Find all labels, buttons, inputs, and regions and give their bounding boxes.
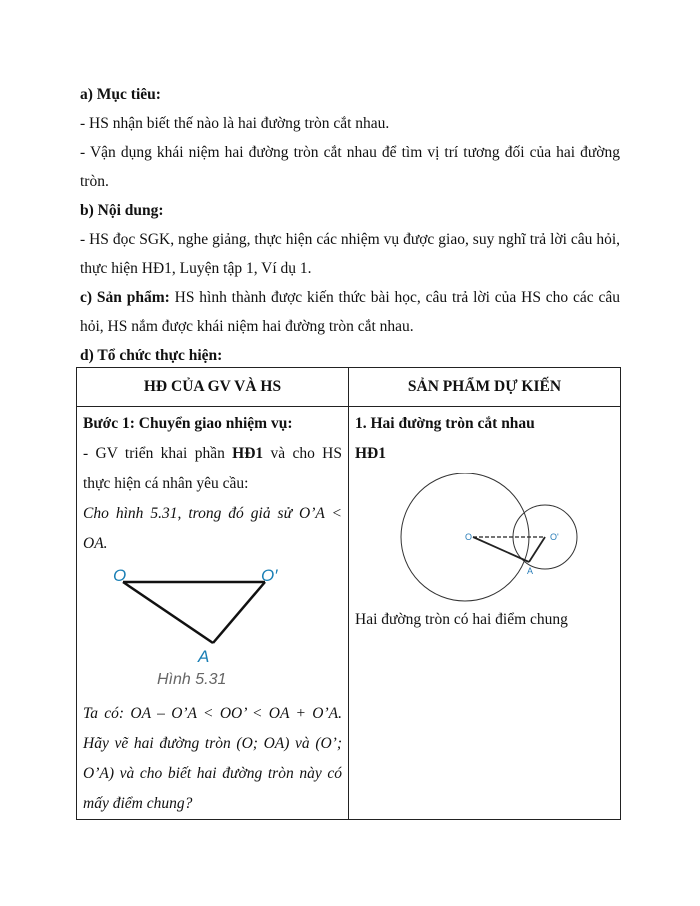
- section-a-heading: a) Mục tiêu:: [80, 86, 161, 103]
- label-O-prime: O′: [261, 567, 278, 585]
- segment-OA: [123, 582, 213, 643]
- figure-5-31: [95, 567, 285, 695]
- section-a-item-1: - HS nhận biết thế nào là hai đường tròn cắt nhau.: [80, 115, 390, 132]
- label-A: A: [198, 647, 210, 666]
- col-header-activities: HĐ CỦA GV VÀ HS: [77, 368, 349, 407]
- document-body: [80, 80, 620, 370]
- products-cell: [349, 407, 621, 820]
- table-header-row: [77, 368, 621, 407]
- label-O-prime: O': [550, 532, 559, 542]
- section-c-text: HS hình thành được kiến thức bài học, câu trả lời của HS cho các câu hỏi, HS nắm được khái niệm hai đường tròn cắt nhau.: [80, 289, 620, 335]
- step1-text-part-b: và cho HS thực hiện cá nhân yêu cầu:: [83, 445, 342, 492]
- step1-text-part-a: - GV triển khai phần: [83, 445, 233, 462]
- segment-O2A: [529, 537, 545, 562]
- step1-text: [83, 439, 342, 499]
- section-c-label: c) Sản phẩm:: [80, 289, 170, 306]
- result-subtitle: HĐ1: [355, 445, 386, 462]
- task-intro: Cho hình 5.31, trong đó giả sử O’A < OA.: [83, 505, 342, 552]
- segment-O2A: [213, 582, 265, 643]
- result-title: 1. Hai đường tròn cắt nhau: [355, 415, 535, 432]
- label-A: A: [527, 566, 534, 576]
- activity-table: [76, 367, 621, 820]
- col-header-products: SẢN PHẨM DỰ KIẾN: [349, 368, 621, 407]
- section-b-item-1: - HS đọc SGK, nghe giảng, thực hiện các nhiệm vụ được giao, suy nghĩ trả lời câu hỏi, thực hiện HĐ1, Luyện tập 1, Ví dụ 1.: [80, 231, 620, 277]
- table-row: [77, 407, 621, 820]
- task-question: Ta có: OA – O’A < OO’ < OA + O’A. Hãy vẽ hai đường tròn (O; OA) và (O’; O’A) và cho biết hai đường tròn này có mấy điểm chung?: [83, 705, 342, 812]
- step1-text-hd1: HĐ1: [232, 445, 264, 462]
- segment-OA: [473, 537, 529, 562]
- label-O: O: [465, 532, 473, 542]
- step1-title: Bước 1: Chuyển giao nhiệm vụ:: [83, 415, 293, 432]
- activities-cell: [77, 407, 349, 820]
- figure-hd1-circles: [399, 473, 579, 603]
- label-O: O: [113, 567, 127, 585]
- result-text: Hai đường tròn có hai điểm chung: [355, 611, 568, 628]
- section-b-heading: b) Nội dung:: [80, 202, 164, 219]
- section-d-heading: d) Tổ chức thực hiện:: [80, 347, 223, 364]
- section-c-paragraph: [80, 283, 620, 341]
- section-a-item-2: - Vận dụng khái niệm hai đường tròn cắt nhau để tìm vị trí tương đối của hai đường tròn.: [80, 144, 620, 190]
- figure-caption: Hình 5.31: [157, 671, 227, 688]
